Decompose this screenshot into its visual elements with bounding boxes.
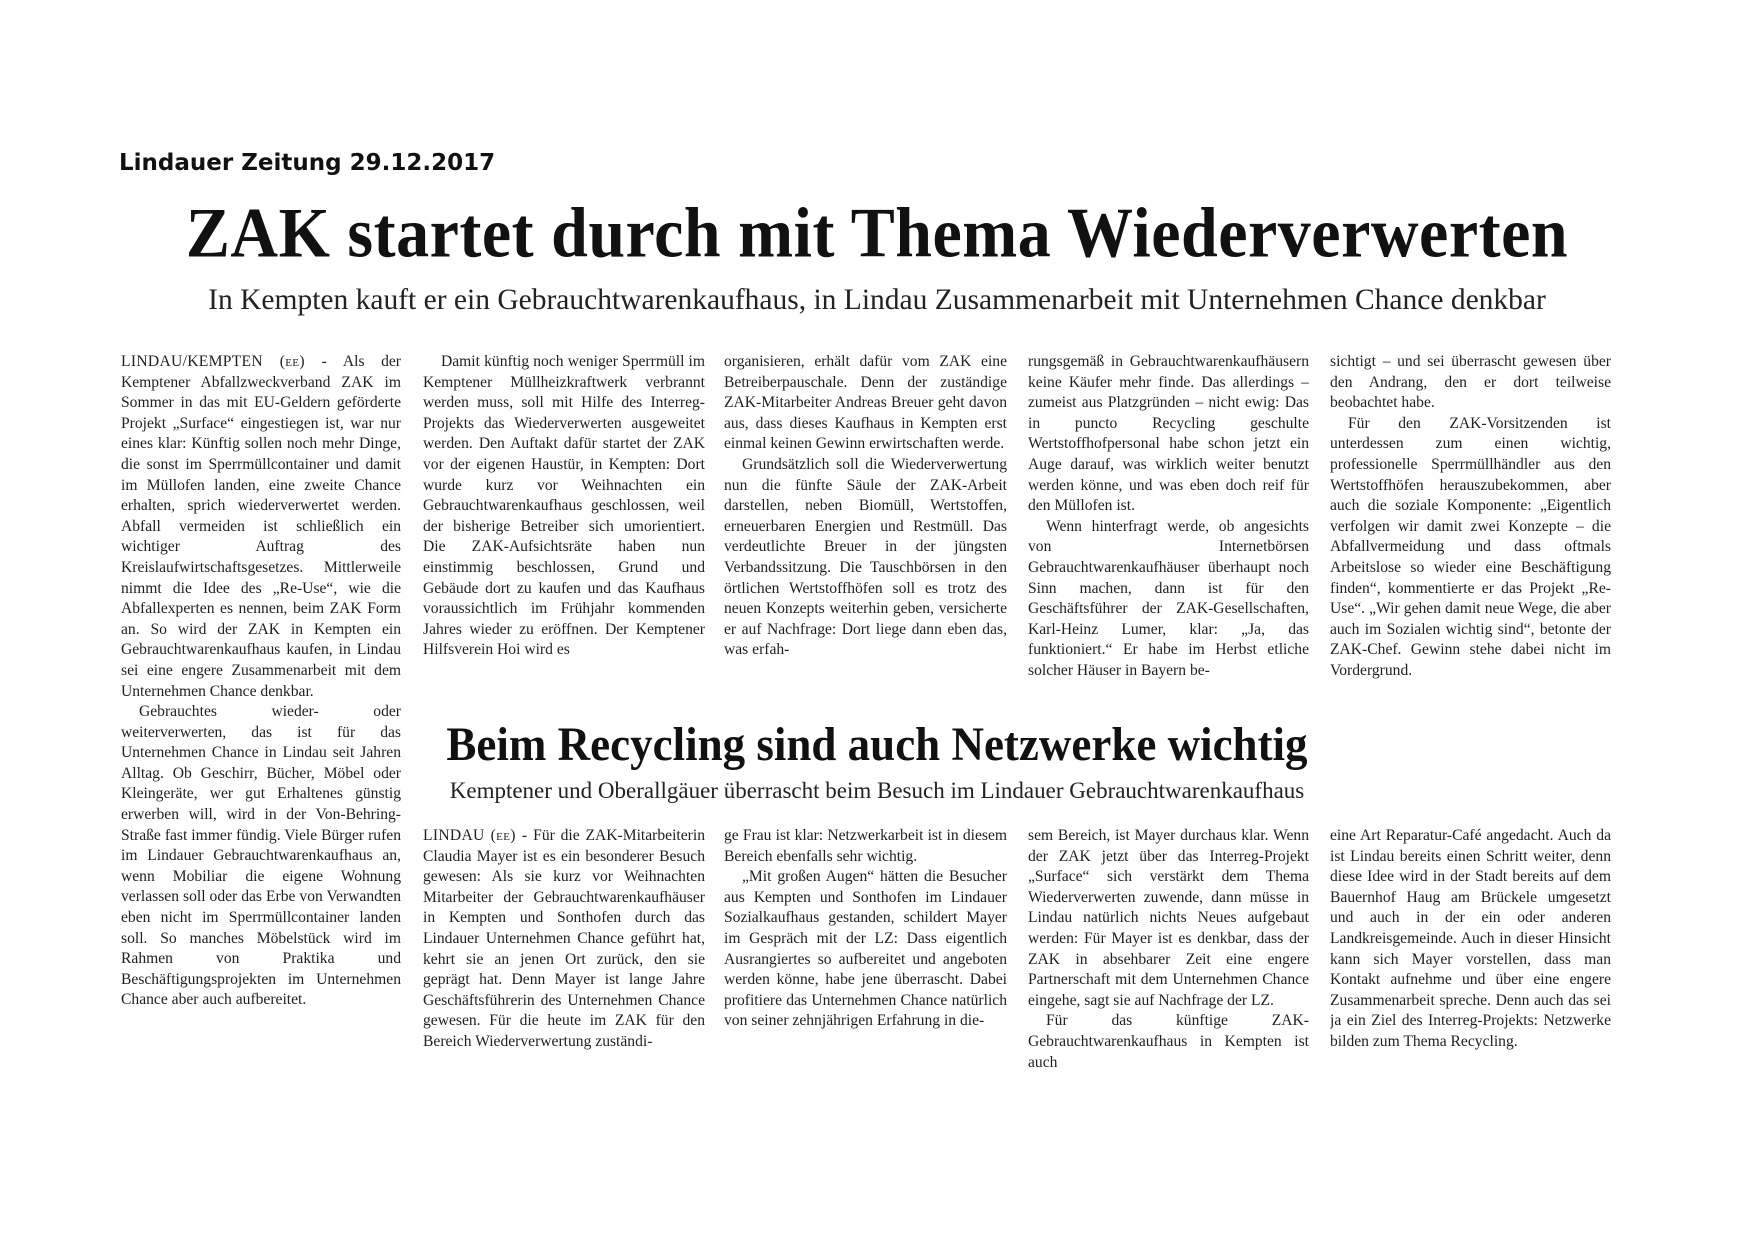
article1-col1-paragraph-1: Als der Kemptener Abfallzweckverband ZAK im Sommer in das mit EU-Geldern geförderte Projekt „Surface“ eingestiegen ist, war nur eines klar: Künftig sollen noch mehr Dinge, die sonst im Sperrmüllcontainer und damit im Müllofen landen, eine zweite Chance erhalten, sprich wiederverwertet werden. Abfall vermeiden ist schließlich ein wichtiger Auftrag des Kreislaufwirtschaftsgesetzes. Mittlerweile nimmt die Idee des „Re-Use“, wie die Abfallexperten es nennen, beim ZAK Form an. So wird der ZAK in Kempten ein Gebrauchtwarenkaufhaus kaufen, in Lindau sei eine engere Zusammenarbeit mit dem Unternehmen Chance denkbar.	[121, 353, 401, 700]
article1-col4-paragraph-1: rungsgemäß in Gebrauchtwarenkaufhäusern keine Käufer mehr finde. Das allerdings – zumeist aus Platzgründen – nicht ewig: Das in puncto Recycling geschulte Wertstoffhofpersonal habe schon jetzt ein Auge darauf, was wirklich weiter benutzt werden könne, und was eben doch reif für den Müllofen ist.	[1028, 353, 1309, 515]
article1-col1-paragraph-2: Gebrauchtes wieder- oder weiterverwerten, das ist für das Unternehmen Chance in Lindau seit Jahren Alltag. Ob Geschirr, Bücher, Möbel oder Kleingeräte, wer gut Erhaltenes günstig erwerben will, wird in der Von-Behring-Straße fast immer fündig. Viele Bürger rufen im Lindauer Gebrauchtwarenkaufhaus an, wenn Mobiliar die eigene Wohnung verlassen soll oder das Erbe von Verwandten eben nicht im Sperrmüllcontainer landen soll. So manches Möbelstück wird im Rahmen von Praktika und Beschäftigungsprojekten im Unternehmen Chance aber auch aufbereitet.	[121, 703, 401, 1009]
article1-column-5	[1330, 352, 1611, 704]
article1-dateline: LINDAU/KEMPTEN (ee) -	[121, 353, 328, 370]
article1-column-4	[1028, 352, 1309, 704]
article1-col5-paragraph-2: Für den ZAK-Vorsitzenden ist unterdessen zum einen wichtig, professionelle Sperrmüllhändler aus den Wertstoffhöfen herauszubekommen, aber auch die soziale Komponente: „Eigentlich verfolgen wir damit zwei Konzepte – die Abfallvermeidung und dass oftmals Arbeitslose so wieder eine Beschäftigung finden“, kommentierte er das Projekt „Re-Use“. „Wir gehen damit neue Wege, die aber auch im Sozialen wichtig sind“, betonte der ZAK-Chef. Gewinn stehe dabei nicht im Vordergrund.	[1330, 414, 1611, 679]
article1-col3-paragraph-2: Grundsätzlich soll die Wiederverwertung nun die fünfte Säule der ZAK-Arbeit darstellen, neben Biomüll, Wertstoffen, erneuerbaren Energien und Restmüll. Das verdeutlichte Breuer in der jüngsten Verbandssitzung. Die Tauschbörsen in den örtlichen Wertstoffhöfen soll es trotz des neuen Konzepts weiterhin geben, versicherte er auf Nachfrage: Dort liege dann eben das, was erfah-	[724, 455, 1007, 659]
article2-column-3	[1028, 826, 1309, 1094]
article1-column-2	[423, 352, 705, 704]
article1-col2-paragraph: Damit künftig noch weniger Sperrmüll im Kemptener Müllheizkraftwerk verbrannt werden muss, soll mit Hilfe des Interreg-Projekts das Wiederverwerten ausgeweitet werden. Den Auftakt dafür startet der ZAK vor der eigenen Haustür, in Kempten: Dort wurde kurz vor Weihnachten ein Gebrauchtwarenkaufhaus geschlossen, weil der bisherige Betreiber sich umorientiert. Die ZAK-Aufsichtsräte haben nun einstimmig beschlossen, Grund und Gebäude dort zu kaufen und das Kaufhaus voraussichtlich im Frühjahr kommenden Jahres wieder zu eröffnen. Der Kemptener Hilfsverein Hoi wird es	[423, 353, 705, 659]
source-line: Lindauer Zeitung 29.12.2017	[119, 150, 496, 176]
article1-column-3	[724, 352, 1007, 704]
article2-column-1	[423, 826, 705, 1094]
article2-col3-paragraph-2: Für das künftige ZAK-Gebrauchtwarenkaufhaus in Kempten ist auch	[1028, 1012, 1309, 1071]
article2-col2-paragraph-2: „Mit großen Augen“ hätten die Besucher aus Kempten und Sonthofen im Lindauer Sozialkaufhaus gestanden, schildert Mayer im Gespräch mit der LZ: Dass eigentlich Ausrangiertes so aufbereitet und angeboten werden könne, habe jene überrascht. Dabei profitiere das Unternehmen Chance natürlich von seiner zehnjährigen Erfahrung in die-	[724, 868, 1007, 1030]
article2-subheadline: Kemptener und Oberallgäuer überrascht beim Besuch im Lindauer Gebrauchtwarenkaufhaus	[449, 778, 1305, 803]
article1-headline: ZAK startet durch mit Thema Wiederverwerten	[185, 194, 1569, 273]
article2-col4-paragraph: eine Art Reparatur-Café angedacht. Auch da ist Lindau bereits einen Schritt weiter, denn diese Idee wird in der Stadt bereits auf dem Bauernhof Haug am Brückele umgesetzt und auch in der ein oder anderen Landkreisgemeinde. Auch in dieser Hinsicht kann sich Mayer vorstellen, dass man Kontakt aufnehme und über eine engere Zusammenarbeit spreche. Denn auch das sei ja ein Ziel des Interreg-Projekts: Netzwerke bilden zum Thema Recycling.	[1330, 827, 1611, 1050]
article2-col2-paragraph-1: ge Frau ist klar: Netzwerkarbeit ist in diesem Bereich ebenfalls sehr wichtig.	[724, 827, 1007, 865]
article2-dateline: LINDAU (ee) -	[423, 827, 528, 844]
article1-col3-paragraph-1: organisieren, erhält dafür vom ZAK eine Betreiberpauschale. Denn der zuständige ZAK-Mitarbeiter Andreas Breuer geht davon aus, dass dieses Kaufhaus in Kempten erst einmal keinen Gewinn erwirtschaften werde.	[724, 353, 1007, 453]
article2-col1-paragraph: Für die ZAK-Mitarbeiterin Claudia Mayer ist es ein besonderer Besuch gewesen: Als sie kurz vor Weihnachten Mitarbeiter der Gebrauchtwarenkaufhäuser in Kempten und Sonthofen durch das Lindauer Unternehmen Chance geführt hat, kehrt sie an jenen Ort zurück, den sie geprägt hat. Denn Mayer ist lange Jahre Geschäftsführerin des Unternehmen Chance gewesen. Für die heute im ZAK für den Bereich Wiederverwertung zuständi-	[423, 827, 705, 1050]
article2-headline: Beim Recycling sind auch Netzwerke wichtig	[446, 717, 1308, 771]
article2-column-4	[1330, 826, 1611, 1094]
article1-col5-paragraph-1: sichtigt – und sei überrascht gewesen über den Andrang, den er dort teilweise beobachtet habe.	[1330, 353, 1611, 412]
article1-subheadline: In Kempten kauft er ein Gebrauchtwarenkaufhaus, in Lindau Zusammenarbeit mit Unternehmen Chance denkbar	[208, 284, 1546, 316]
article2-column-2	[724, 826, 1007, 1094]
article1-col4-paragraph-2: Wenn hinterfragt werde, ob angesichts von Internetbörsen Gebrauchtwarenkaufhäuser überhaupt noch Sinn machen, dann ist für den Geschäftsführer der ZAK-Gesellschaften, Karl-Heinz Lumer, klar: „Ja, das funktioniert.“ Er habe im Herbst etliche solcher Häuser in Bayern be-	[1028, 517, 1309, 679]
article2-col3-paragraph-1: sem Bereich, ist Mayer durchaus klar. Wenn der ZAK jetzt über das Interreg-Projekt „Surface“ sich verstärkt dem Thema Wiederverwerten zuwende, dann müsse in Lindau natürlich nichts Neues aufgebaut werden: Für Mayer ist es denkbar, dass der ZAK in absehbarer Zeit eine engere Partnerschaft mit dem Unternehmen Chance eingehe, sagt sie auf Nachfrage der LZ.	[1028, 827, 1309, 1009]
